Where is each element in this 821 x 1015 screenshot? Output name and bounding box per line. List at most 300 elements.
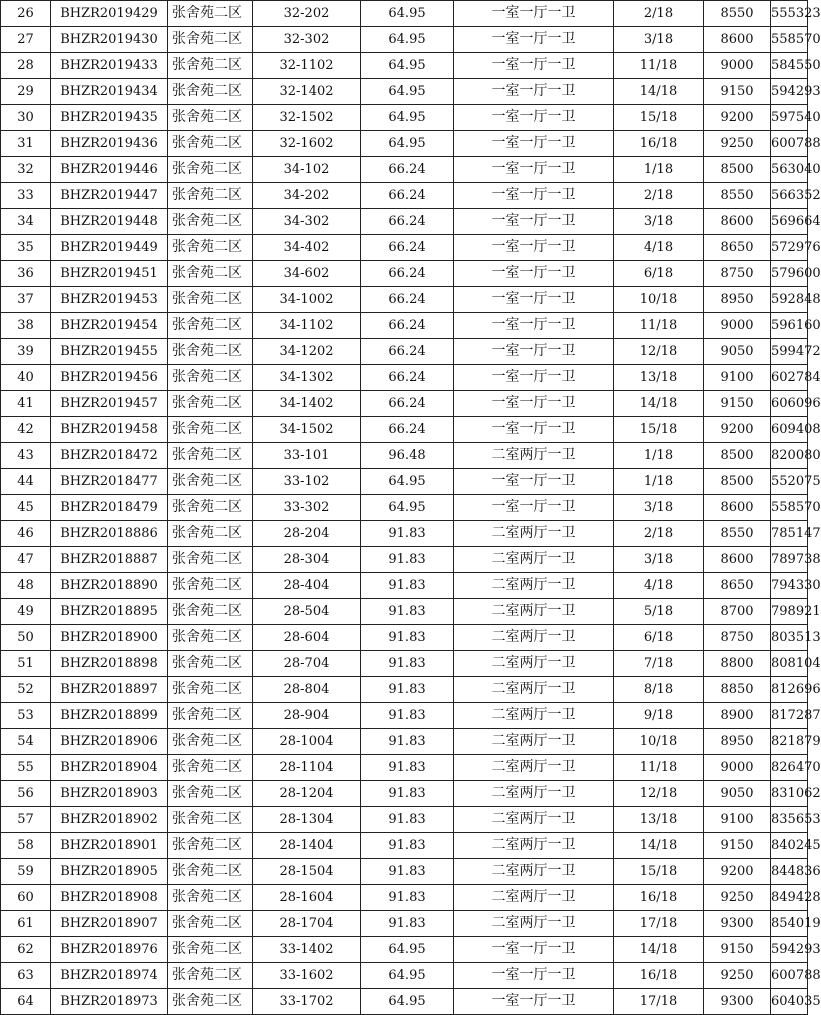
cell-total-price: 558570 xyxy=(771,495,808,521)
cell-unit-price: 8700 xyxy=(704,599,771,625)
cell-unit: 33-102 xyxy=(253,469,361,495)
cell-area: 66.24 xyxy=(361,183,454,209)
cell-unit-price: 8500 xyxy=(704,443,771,469)
cell-community: 张舍苑二区 xyxy=(168,443,253,469)
cell-row-number: 54 xyxy=(1,729,51,755)
cell-floor: 16/18 xyxy=(614,131,704,157)
cell-layout: 二室两厅一卫 xyxy=(454,677,614,703)
cell-community: 张舍苑二区 xyxy=(168,781,253,807)
cell-row-number: 38 xyxy=(1,313,51,339)
cell-listing-code: BHZR2018902 xyxy=(51,807,168,833)
cell-listing-code: BHZR2018973 xyxy=(51,989,168,1015)
cell-unit: 28-1304 xyxy=(253,807,361,833)
cell-floor: 8/18 xyxy=(614,677,704,703)
cell-row-number: 31 xyxy=(1,131,51,157)
cell-total-price: 817287 xyxy=(771,703,808,729)
cell-floor: 16/18 xyxy=(614,885,704,911)
cell-listing-code: BHZR2018907 xyxy=(51,911,168,937)
cell-listing-code: BHZR2018898 xyxy=(51,651,168,677)
table-row xyxy=(1,339,808,365)
cell-floor: 17/18 xyxy=(614,989,704,1015)
cell-area: 64.95 xyxy=(361,1,454,27)
table-row xyxy=(1,209,808,235)
cell-floor: 2/18 xyxy=(614,521,704,547)
cell-community: 张舍苑二区 xyxy=(168,313,253,339)
cell-community: 张舍苑二区 xyxy=(168,417,253,443)
cell-total-price: 820080 xyxy=(771,443,808,469)
cell-listing-code: BHZR2019435 xyxy=(51,105,168,131)
cell-area: 64.95 xyxy=(361,989,454,1015)
cell-total-price: 812696 xyxy=(771,677,808,703)
cell-community: 张舍苑二区 xyxy=(168,729,253,755)
table-row xyxy=(1,859,808,885)
cell-layout: 一室一厅一卫 xyxy=(454,417,614,443)
cell-area: 66.24 xyxy=(361,417,454,443)
cell-unit: 34-1502 xyxy=(253,417,361,443)
table-row xyxy=(1,105,808,131)
cell-floor: 6/18 xyxy=(614,625,704,651)
cell-floor: 11/18 xyxy=(614,53,704,79)
cell-total-price: 826470 xyxy=(771,755,808,781)
cell-unit-price: 8500 xyxy=(704,157,771,183)
cell-community: 张舍苑二区 xyxy=(168,573,253,599)
cell-community: 张舍苑二区 xyxy=(168,1,253,27)
cell-area: 91.83 xyxy=(361,573,454,599)
cell-unit: 28-904 xyxy=(253,703,361,729)
cell-unit: 34-1302 xyxy=(253,365,361,391)
cell-layout: 一室一厅一卫 xyxy=(454,469,614,495)
cell-community: 张舍苑二区 xyxy=(168,157,253,183)
table-row xyxy=(1,833,808,859)
cell-community: 张舍苑二区 xyxy=(168,521,253,547)
table-row xyxy=(1,313,808,339)
cell-total-price: 854019 xyxy=(771,911,808,937)
cell-area: 64.95 xyxy=(361,79,454,105)
cell-area: 66.24 xyxy=(361,313,454,339)
table-row xyxy=(1,157,808,183)
cell-unit-price: 8900 xyxy=(704,703,771,729)
cell-community: 张舍苑二区 xyxy=(168,79,253,105)
cell-area: 64.95 xyxy=(361,937,454,963)
table-row xyxy=(1,573,808,599)
cell-community: 张舍苑二区 xyxy=(168,807,253,833)
cell-unit: 28-1504 xyxy=(253,859,361,885)
cell-listing-code: BHZR2018895 xyxy=(51,599,168,625)
cell-total-price: 566352 xyxy=(771,183,808,209)
cell-layout: 一室一厅一卫 xyxy=(454,105,614,131)
cell-layout: 一室一厅一卫 xyxy=(454,157,614,183)
cell-row-number: 34 xyxy=(1,209,51,235)
cell-unit-price: 9000 xyxy=(704,755,771,781)
table-row xyxy=(1,599,808,625)
cell-unit: 33-1702 xyxy=(253,989,361,1015)
cell-listing-code: BHZR2019447 xyxy=(51,183,168,209)
cell-community: 张舍苑二区 xyxy=(168,365,253,391)
cell-community: 张舍苑二区 xyxy=(168,469,253,495)
table-row xyxy=(1,547,808,573)
table-row xyxy=(1,443,808,469)
cell-community: 张舍苑二区 xyxy=(168,287,253,313)
cell-total-price: 579600 xyxy=(771,261,808,287)
cell-unit-price: 9100 xyxy=(704,365,771,391)
cell-area: 64.95 xyxy=(361,53,454,79)
cell-community: 张舍苑二区 xyxy=(168,339,253,365)
table-row xyxy=(1,911,808,937)
cell-unit: 32-202 xyxy=(253,1,361,27)
cell-floor: 1/18 xyxy=(614,443,704,469)
cell-unit-price: 8650 xyxy=(704,235,771,261)
cell-community: 张舍苑二区 xyxy=(168,53,253,79)
cell-listing-code: BHZR2018472 xyxy=(51,443,168,469)
cell-row-number: 43 xyxy=(1,443,51,469)
cell-unit: 28-204 xyxy=(253,521,361,547)
cell-listing-code: BHZR2019449 xyxy=(51,235,168,261)
cell-listing-code: BHZR2018899 xyxy=(51,703,168,729)
cell-unit-price: 9200 xyxy=(704,859,771,885)
cell-total-price: 552075 xyxy=(771,469,808,495)
cell-unit: 32-1102 xyxy=(253,53,361,79)
table-row xyxy=(1,963,808,989)
cell-floor: 12/18 xyxy=(614,781,704,807)
cell-row-number: 61 xyxy=(1,911,51,937)
cell-area: 64.95 xyxy=(361,495,454,521)
cell-unit-price: 8650 xyxy=(704,573,771,599)
cell-unit: 28-604 xyxy=(253,625,361,651)
cell-unit: 33-302 xyxy=(253,495,361,521)
table-row xyxy=(1,235,808,261)
cell-unit: 34-1202 xyxy=(253,339,361,365)
cell-community: 张舍苑二区 xyxy=(168,131,253,157)
cell-row-number: 28 xyxy=(1,53,51,79)
cell-row-number: 37 xyxy=(1,287,51,313)
cell-unit: 34-1002 xyxy=(253,287,361,313)
cell-row-number: 55 xyxy=(1,755,51,781)
cell-row-number: 30 xyxy=(1,105,51,131)
cell-listing-code: BHZR2019430 xyxy=(51,27,168,53)
cell-total-price: 835653 xyxy=(771,807,808,833)
cell-floor: 4/18 xyxy=(614,235,704,261)
table-row xyxy=(1,677,808,703)
cell-area: 64.95 xyxy=(361,469,454,495)
cell-floor: 12/18 xyxy=(614,339,704,365)
cell-area: 91.83 xyxy=(361,807,454,833)
cell-floor: 4/18 xyxy=(614,573,704,599)
cell-floor: 6/18 xyxy=(614,261,704,287)
cell-floor: 14/18 xyxy=(614,391,704,417)
cell-area: 66.24 xyxy=(361,339,454,365)
table-row xyxy=(1,131,808,157)
table-row xyxy=(1,625,808,651)
cell-unit-price: 8550 xyxy=(704,521,771,547)
cell-layout: 二室两厅一卫 xyxy=(454,521,614,547)
cell-layout: 一室一厅一卫 xyxy=(454,53,614,79)
cell-layout: 一室一厅一卫 xyxy=(454,287,614,313)
cell-row-number: 46 xyxy=(1,521,51,547)
cell-layout: 二室两厅一卫 xyxy=(454,781,614,807)
table-row xyxy=(1,79,808,105)
cell-area: 66.24 xyxy=(361,391,454,417)
cell-row-number: 59 xyxy=(1,859,51,885)
cell-listing-code: BHZR2018886 xyxy=(51,521,168,547)
cell-floor: 11/18 xyxy=(614,313,704,339)
cell-community: 张舍苑二区 xyxy=(168,105,253,131)
cell-layout: 二室两厅一卫 xyxy=(454,703,614,729)
cell-layout: 二室两厅一卫 xyxy=(454,443,614,469)
cell-area: 91.83 xyxy=(361,703,454,729)
cell-total-price: 844836 xyxy=(771,859,808,885)
table-row xyxy=(1,261,808,287)
cell-listing-code: BHZR2019434 xyxy=(51,79,168,105)
cell-row-number: 35 xyxy=(1,235,51,261)
cell-unit-price: 9150 xyxy=(704,833,771,859)
cell-layout: 二室两厅一卫 xyxy=(454,573,614,599)
cell-unit-price: 9200 xyxy=(704,417,771,443)
table-row xyxy=(1,781,808,807)
cell-area: 66.24 xyxy=(361,235,454,261)
cell-community: 张舍苑二区 xyxy=(168,989,253,1015)
cell-unit: 28-1604 xyxy=(253,885,361,911)
cell-community: 张舍苑二区 xyxy=(168,391,253,417)
cell-row-number: 63 xyxy=(1,963,51,989)
cell-layout: 一室一厅一卫 xyxy=(454,963,614,989)
cell-row-number: 47 xyxy=(1,547,51,573)
cell-total-price: 849428 xyxy=(771,885,808,911)
cell-unit-price: 9200 xyxy=(704,105,771,131)
cell-unit: 28-504 xyxy=(253,599,361,625)
cell-row-number: 52 xyxy=(1,677,51,703)
cell-total-price: 602784 xyxy=(771,365,808,391)
table-row xyxy=(1,495,808,521)
cell-community: 张舍苑二区 xyxy=(168,937,253,963)
cell-area: 91.83 xyxy=(361,677,454,703)
cell-row-number: 56 xyxy=(1,781,51,807)
cell-unit: 28-804 xyxy=(253,677,361,703)
table-row xyxy=(1,53,808,79)
cell-unit-price: 9050 xyxy=(704,781,771,807)
cell-unit: 34-602 xyxy=(253,261,361,287)
cell-listing-code: BHZR2019454 xyxy=(51,313,168,339)
cell-area: 91.83 xyxy=(361,781,454,807)
cell-unit-price: 8850 xyxy=(704,677,771,703)
cell-floor: 15/18 xyxy=(614,105,704,131)
cell-layout: 一室一厅一卫 xyxy=(454,261,614,287)
cell-unit-price: 8500 xyxy=(704,469,771,495)
cell-layout: 二室两厅一卫 xyxy=(454,833,614,859)
cell-unit: 28-304 xyxy=(253,547,361,573)
cell-unit-price: 8950 xyxy=(704,729,771,755)
cell-listing-code: BHZR2018904 xyxy=(51,755,168,781)
cell-unit-price: 9150 xyxy=(704,391,771,417)
table-row xyxy=(1,27,808,53)
cell-listing-code: BHZR2018908 xyxy=(51,885,168,911)
table-row xyxy=(1,703,808,729)
cell-listing-code: BHZR2019451 xyxy=(51,261,168,287)
cell-total-price: 606096 xyxy=(771,391,808,417)
cell-total-price: 594293 xyxy=(771,79,808,105)
cell-total-price: 596160 xyxy=(771,313,808,339)
cell-listing-code: BHZR2019457 xyxy=(51,391,168,417)
cell-row-number: 26 xyxy=(1,1,51,27)
cell-total-price: 563040 xyxy=(771,157,808,183)
cell-listing-code: BHZR2018901 xyxy=(51,833,168,859)
cell-community: 张舍苑二区 xyxy=(168,235,253,261)
cell-unit-price: 9000 xyxy=(704,53,771,79)
cell-floor: 3/18 xyxy=(614,209,704,235)
cell-floor: 13/18 xyxy=(614,807,704,833)
cell-community: 张舍苑二区 xyxy=(168,495,253,521)
cell-floor: 10/18 xyxy=(614,287,704,313)
cell-area: 66.24 xyxy=(361,287,454,313)
cell-listing-code: BHZR2019448 xyxy=(51,209,168,235)
cell-total-price: 569664 xyxy=(771,209,808,235)
cell-row-number: 51 xyxy=(1,651,51,677)
cell-unit-price: 9100 xyxy=(704,807,771,833)
table-row xyxy=(1,729,808,755)
cell-total-price: 594293 xyxy=(771,937,808,963)
cell-floor: 3/18 xyxy=(614,495,704,521)
cell-community: 张舍苑二区 xyxy=(168,911,253,937)
cell-total-price: 604035 xyxy=(771,989,808,1015)
cell-layout: 一室一厅一卫 xyxy=(454,209,614,235)
cell-layout: 二室两厅一卫 xyxy=(454,885,614,911)
cell-floor: 5/18 xyxy=(614,599,704,625)
table-row xyxy=(1,287,808,313)
cell-area: 91.83 xyxy=(361,625,454,651)
cell-row-number: 36 xyxy=(1,261,51,287)
cell-unit: 28-1404 xyxy=(253,833,361,859)
cell-layout: 一室一厅一卫 xyxy=(454,391,614,417)
cell-unit: 32-1602 xyxy=(253,131,361,157)
cell-row-number: 32 xyxy=(1,157,51,183)
cell-layout: 二室两厅一卫 xyxy=(454,547,614,573)
cell-unit: 34-1102 xyxy=(253,313,361,339)
cell-area: 91.83 xyxy=(361,885,454,911)
cell-floor: 1/18 xyxy=(614,157,704,183)
cell-row-number: 29 xyxy=(1,79,51,105)
cell-listing-code: BHZR2019453 xyxy=(51,287,168,313)
cell-unit: 32-302 xyxy=(253,27,361,53)
cell-unit: 33-1602 xyxy=(253,963,361,989)
cell-layout: 二室两厅一卫 xyxy=(454,911,614,937)
cell-listing-code: BHZR2019436 xyxy=(51,131,168,157)
cell-listing-code: BHZR2019429 xyxy=(51,1,168,27)
table-row xyxy=(1,807,808,833)
table-row xyxy=(1,365,808,391)
cell-unit: 28-1704 xyxy=(253,911,361,937)
cell-unit-price: 8750 xyxy=(704,625,771,651)
cell-floor: 2/18 xyxy=(614,183,704,209)
cell-community: 张舍苑二区 xyxy=(168,599,253,625)
cell-row-number: 40 xyxy=(1,365,51,391)
cell-unit: 28-404 xyxy=(253,573,361,599)
cell-unit-price: 8550 xyxy=(704,1,771,27)
cell-floor: 3/18 xyxy=(614,547,704,573)
cell-listing-code: BHZR2018900 xyxy=(51,625,168,651)
cell-total-price: 584550 xyxy=(771,53,808,79)
cell-floor: 16/18 xyxy=(614,963,704,989)
cell-layout: 二室两厅一卫 xyxy=(454,859,614,885)
cell-area: 66.24 xyxy=(361,261,454,287)
table-body xyxy=(1,1,821,1015)
cell-total-price: 558570 xyxy=(771,27,808,53)
cell-community: 张舍苑二区 xyxy=(168,833,253,859)
cell-unit: 33-101 xyxy=(253,443,361,469)
cell-floor: 15/18 xyxy=(614,859,704,885)
cell-unit-price: 8600 xyxy=(704,27,771,53)
cell-listing-code: BHZR2019446 xyxy=(51,157,168,183)
cell-floor: 3/18 xyxy=(614,27,704,53)
cell-unit: 34-202 xyxy=(253,183,361,209)
cell-floor: 7/18 xyxy=(614,651,704,677)
cell-area: 64.95 xyxy=(361,27,454,53)
cell-area: 66.24 xyxy=(361,365,454,391)
cell-unit-price: 9250 xyxy=(704,885,771,911)
cell-listing-code: BHZR2018976 xyxy=(51,937,168,963)
cell-total-price: 821879 xyxy=(771,729,808,755)
cell-listing-code: BHZR2018905 xyxy=(51,859,168,885)
cell-row-number: 64 xyxy=(1,989,51,1015)
table-row xyxy=(1,521,808,547)
cell-community: 张舍苑二区 xyxy=(168,651,253,677)
cell-floor: 1/18 xyxy=(614,469,704,495)
cell-listing-code: BHZR2018890 xyxy=(51,573,168,599)
cell-unit-price: 8550 xyxy=(704,183,771,209)
cell-layout: 二室两厅一卫 xyxy=(454,755,614,781)
cell-layout: 二室两厅一卫 xyxy=(454,625,614,651)
cell-total-price: 555323 xyxy=(771,1,808,27)
cell-floor: 10/18 xyxy=(614,729,704,755)
cell-layout: 一室一厅一卫 xyxy=(454,495,614,521)
cell-floor: 15/18 xyxy=(614,417,704,443)
cell-unit-price: 9000 xyxy=(704,313,771,339)
cell-listing-code: BHZR2019433 xyxy=(51,53,168,79)
cell-unit: 34-302 xyxy=(253,209,361,235)
cell-total-price: 840245 xyxy=(771,833,808,859)
cell-row-number: 58 xyxy=(1,833,51,859)
cell-total-price: 572976 xyxy=(771,235,808,261)
cell-listing-code: BHZR2018897 xyxy=(51,677,168,703)
cell-listing-code: BHZR2018974 xyxy=(51,963,168,989)
cell-area: 91.83 xyxy=(361,859,454,885)
cell-layout: 一室一厅一卫 xyxy=(454,989,614,1015)
cell-area: 91.83 xyxy=(361,521,454,547)
table-row xyxy=(1,183,808,209)
cell-floor: 13/18 xyxy=(614,365,704,391)
cell-unit: 28-1104 xyxy=(253,755,361,781)
cell-area: 64.95 xyxy=(361,963,454,989)
cell-total-price: 808104 xyxy=(771,651,808,677)
cell-layout: 一室一厅一卫 xyxy=(454,313,614,339)
cell-total-price: 592848 xyxy=(771,287,808,313)
cell-community: 张舍苑二区 xyxy=(168,885,253,911)
cell-unit-price: 9300 xyxy=(704,989,771,1015)
cell-community: 张舍苑二区 xyxy=(168,183,253,209)
cell-area: 66.24 xyxy=(361,157,454,183)
cell-unit: 34-102 xyxy=(253,157,361,183)
cell-layout: 一室一厅一卫 xyxy=(454,131,614,157)
table-row xyxy=(1,755,808,781)
cell-community: 张舍苑二区 xyxy=(168,625,253,651)
cell-unit-price: 9250 xyxy=(704,131,771,157)
cell-floor: 14/18 xyxy=(614,833,704,859)
cell-layout: 一室一厅一卫 xyxy=(454,937,614,963)
cell-row-number: 39 xyxy=(1,339,51,365)
table-row xyxy=(1,391,808,417)
cell-area: 64.95 xyxy=(361,105,454,131)
cell-community: 张舍苑二区 xyxy=(168,209,253,235)
cell-area: 91.83 xyxy=(361,911,454,937)
cell-community: 张舍苑二区 xyxy=(168,963,253,989)
